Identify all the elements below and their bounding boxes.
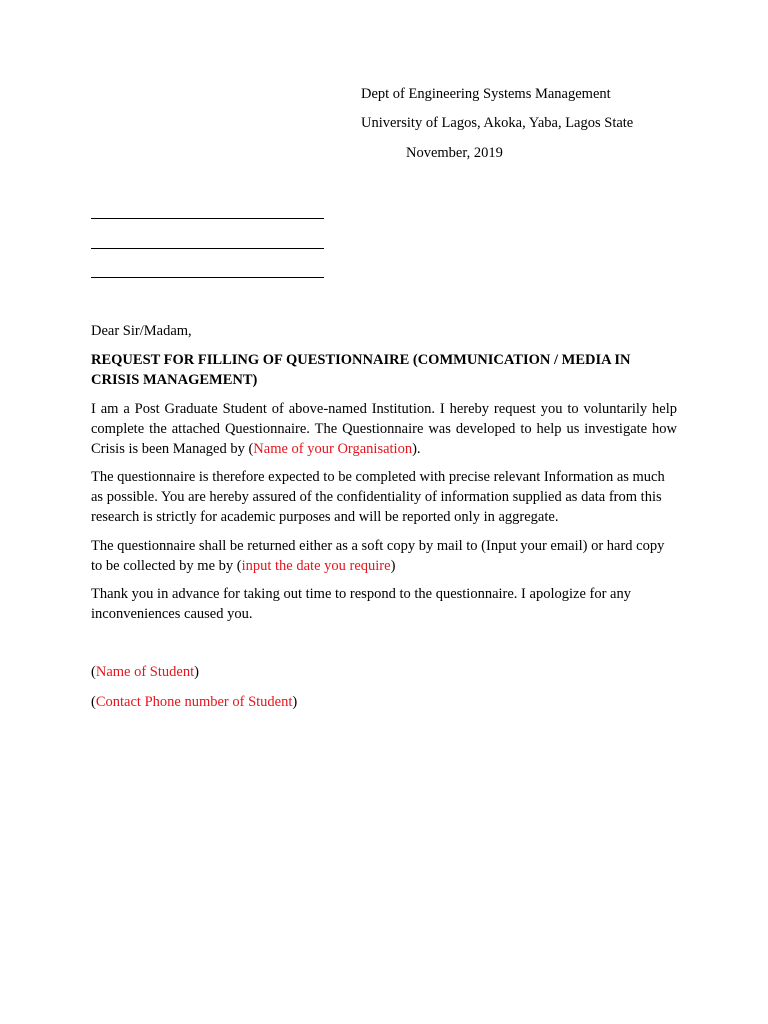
paren-open: ( [91, 694, 96, 710]
letter-subject: REQUEST FOR FILLING OF QUESTIONNAIRE (COMMUNICATION / MEDIA IN CRISIS MANAGEMENT) [91, 352, 631, 388]
salutation: Dear Sir/Madam, [91, 323, 192, 339]
paragraph-return-text: The questionnaire shall be returned either as a soft copy by mail to (Input your email) or hard copy to be collected by me by ( [91, 538, 665, 574]
paragraph-thanks: Thank you in advance for taking out time to respond to the questionnaire. I apologize for any inconveniences caused you. [91, 586, 631, 622]
date-placeholder: input the date you require [241, 558, 391, 574]
student-phone-placeholder: Contact Phone number of Student [95, 694, 293, 710]
paragraph-return [91, 536, 677, 576]
sender-department: Dept of Engineering Systems Management [361, 86, 611, 102]
student-name-placeholder: Name of Student [95, 664, 195, 680]
recipient-blank-line [91, 248, 324, 249]
paren-close: ) [194, 664, 199, 680]
student-phone-line [91, 692, 677, 712]
paren-open: ( [91, 664, 96, 680]
student-name-line [91, 662, 677, 682]
recipient-blank-line [91, 218, 324, 219]
sender-university: University of Lagos, Akoka, Yaba, Lagos State [361, 115, 634, 131]
paragraph-confidentiality: The questionnaire is therefore expected to be completed with precise relevant Information as much as possible. You are hereby assured of the confidentiality of information supplied as data from this research is strictly for academic purposes and will be reported only in aggregate. [91, 469, 665, 525]
letter-date: November, 2019 [406, 145, 503, 161]
paragraph-intro-end: ). [412, 441, 421, 457]
organisation-placeholder: Name of your Organisation [253, 441, 413, 457]
paragraph-return-end: ) [390, 558, 396, 574]
paren-close: ) [292, 694, 298, 710]
recipient-blank-line [91, 277, 324, 278]
paragraph-intro-text: I am a Post Graduate Student of above-named Institution. I hereby request you to voluntarily help complete the attached Questionnaire. The Questionnaire was developed to help us investigate how Crisis is been Managed by ( [91, 401, 677, 457]
paragraph-intro [91, 399, 677, 459]
